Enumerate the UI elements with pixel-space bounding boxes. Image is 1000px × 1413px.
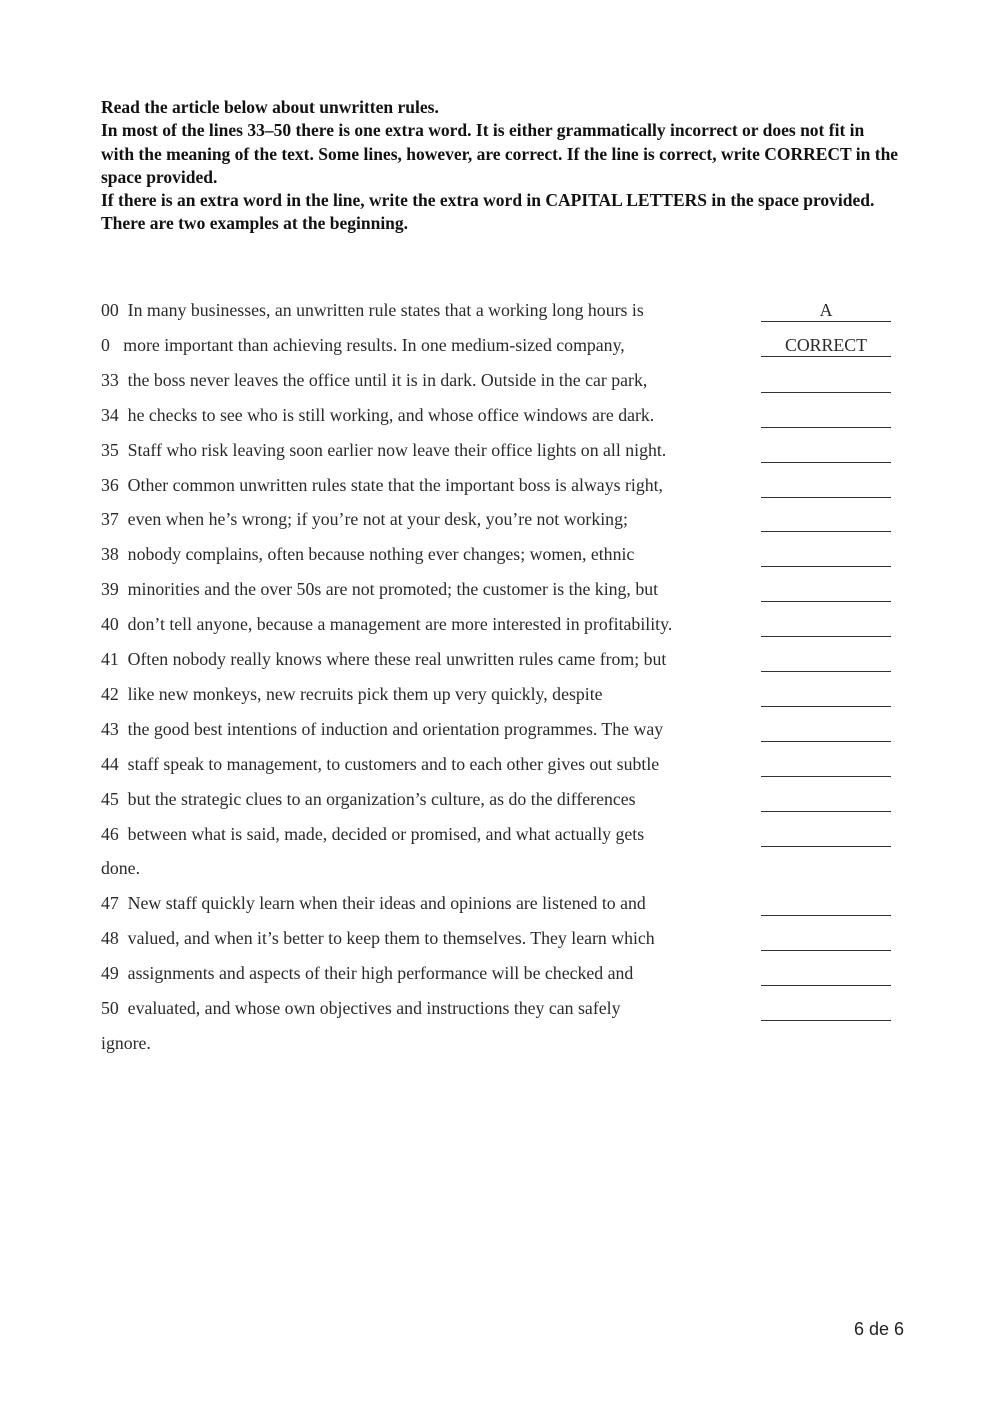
- exercise-line: [101, 469, 901, 504]
- line-text: [101, 370, 647, 391]
- line-text: [101, 405, 654, 426]
- line-number: 45: [101, 788, 119, 809]
- answer-blank[interactable]: [761, 462, 891, 463]
- line-content: Other common unwritten rules state that the important boss is always right,: [127, 474, 663, 495]
- exercise-line: [101, 887, 901, 922]
- line-number: 37: [101, 509, 119, 530]
- line-text: [101, 335, 625, 356]
- exercise-line: [101, 573, 901, 608]
- line-content: ignore.: [101, 1032, 151, 1053]
- answer-example: A: [761, 299, 891, 322]
- line-number: 0: [101, 334, 110, 355]
- line-number: 47: [101, 893, 119, 914]
- line-number: 43: [101, 718, 119, 739]
- line-content: In many businesses, an unwritten rule states that a working long hours is: [127, 300, 644, 320]
- line-text: [101, 928, 655, 949]
- answer-example: CORRECT: [761, 334, 891, 357]
- line-number: 34: [101, 404, 119, 425]
- line-content: but the strategic clues to an organization’s culture, as do the differences: [127, 788, 636, 809]
- line-text: [101, 440, 666, 461]
- line-text: [101, 300, 644, 321]
- answer-blank[interactable]: [761, 601, 891, 602]
- answer-blank[interactable]: [761, 706, 891, 707]
- line-number: 46: [101, 823, 119, 844]
- line-number: 33: [101, 369, 119, 390]
- line-text: [101, 893, 646, 914]
- answer-blank[interactable]: [761, 392, 891, 393]
- line-number: 35: [101, 439, 119, 460]
- line-text: [101, 789, 636, 810]
- line-content: don’t tell anyone, because a management are more interested in profitability.: [127, 614, 673, 635]
- exercise-line: [101, 678, 901, 713]
- exercise-line: [101, 294, 901, 329]
- line-text: [101, 824, 644, 845]
- answer-blank[interactable]: [761, 950, 891, 951]
- instruction-paragraph: There are two examples at the beginning.: [101, 213, 409, 234]
- line-content: between what is said, made, decided or promised, and what actually gets: [127, 823, 645, 844]
- answer-blank[interactable]: [761, 915, 891, 916]
- exercise-line: [101, 852, 901, 887]
- line-content: New staff quickly learn when their ideas and opinions are listened to and: [127, 893, 646, 914]
- exercise-line: [101, 364, 901, 399]
- line-content: Often nobody really knows where these real unwritten rules came from; but: [127, 649, 667, 669]
- line-text: [101, 579, 658, 600]
- exercise-line: [101, 1027, 901, 1062]
- line-number: 00: [101, 300, 119, 320]
- line-number: 38: [101, 544, 119, 565]
- line-text: [101, 754, 659, 775]
- exercise-line: [101, 538, 901, 573]
- line-number: 41: [101, 649, 119, 669]
- line-content: Staff who risk leaving soon earlier now leave their office lights on all night.: [127, 439, 667, 460]
- line-text: [101, 649, 666, 670]
- line-text: [101, 1033, 151, 1054]
- exercise-line: [101, 434, 901, 469]
- line-content: more important than achieving results. In one medium-sized company,: [123, 334, 625, 355]
- answer-blank[interactable]: [761, 531, 891, 532]
- line-number: 44: [101, 753, 119, 774]
- instruction-heading: Read the article below about unwritten rules.: [101, 97, 439, 117]
- exercise-line: [101, 922, 901, 957]
- exercise-line: [101, 818, 901, 853]
- line-content: the good best intentions of induction and orientation programmes. The way: [127, 718, 664, 739]
- answer-blank[interactable]: [761, 776, 891, 777]
- exercise-line: [101, 957, 901, 992]
- line-text: [101, 998, 620, 1019]
- exercise-line: [101, 399, 901, 434]
- answer-blank[interactable]: [761, 566, 891, 567]
- exercise-line: [101, 992, 901, 1027]
- answer-blank[interactable]: [761, 811, 891, 812]
- instruction-paragraph: If there is an extra word in the line, write the extra word in CAPITAL LETTERS in the space provided.: [101, 190, 875, 211]
- line-content: even when he’s wrong; if you’re not at your desk, you’re not working;: [127, 509, 628, 530]
- line-text: [101, 684, 603, 705]
- exercise-line: [101, 783, 901, 818]
- answer-blank[interactable]: [761, 846, 891, 847]
- instructions: [101, 96, 901, 236]
- line-text: [101, 719, 663, 740]
- line-content: like new monkeys, new recruits pick them up very quickly, despite: [127, 683, 603, 704]
- line-content: evaluated, and whose own objectives and instructions they can safely: [127, 998, 621, 1018]
- instruction-paragraph: In most of the lines 33–50 there is one extra word. It is either grammatically incorrect or does not fit in with the meaning of the text. Some lines, however, are correct. If the line is correct, write CORRECT in the space provided.: [101, 120, 899, 187]
- line-number: 48: [101, 928, 119, 949]
- line-text: [101, 858, 140, 879]
- page-number: 6 de 6: [853, 1319, 904, 1339]
- line-number: 39: [101, 579, 119, 600]
- answer-blank[interactable]: [761, 1020, 891, 1021]
- line-number: 36: [101, 474, 119, 495]
- line-text: [101, 544, 634, 565]
- exercise-line: [101, 748, 901, 783]
- line-text: [101, 509, 628, 530]
- line-number: 42: [101, 683, 119, 704]
- answer-blank[interactable]: [761, 497, 891, 498]
- answer-blank[interactable]: [761, 427, 891, 428]
- answer-blank[interactable]: [761, 741, 891, 742]
- line-content: the boss never leaves the office until it is in dark. Outside in the car park,: [127, 369, 648, 390]
- line-number: 40: [101, 614, 119, 635]
- exercise-line: [101, 503, 901, 538]
- exercise-line: [101, 608, 901, 643]
- line-text: [101, 475, 663, 496]
- answer-blank[interactable]: [761, 985, 891, 986]
- line-content: done.: [101, 858, 141, 879]
- line-content: he checks to see who is still working, and whose office windows are dark.: [127, 404, 655, 425]
- line-content: staff speak to management, to customers and to each other gives out subtle: [127, 753, 660, 774]
- line-content: assignments and aspects of their high performance will be checked and: [127, 963, 634, 984]
- exercise-line: [101, 329, 901, 364]
- exercise-line: [101, 713, 901, 748]
- line-text: [101, 963, 633, 984]
- answer-blank[interactable]: [761, 671, 891, 672]
- exercise-line: [101, 643, 901, 678]
- line-content: valued, and when it’s better to keep them to themselves. They learn which: [127, 928, 655, 949]
- line-text: [101, 614, 672, 635]
- line-number: 50: [101, 998, 119, 1018]
- line-number: 49: [101, 963, 119, 984]
- line-content: minorities and the over 50s are not promoted; the customer is the king, but: [127, 579, 659, 600]
- answer-blank[interactable]: [761, 636, 891, 637]
- line-content: nobody complains, often because nothing ever changes; women, ethnic: [127, 544, 635, 565]
